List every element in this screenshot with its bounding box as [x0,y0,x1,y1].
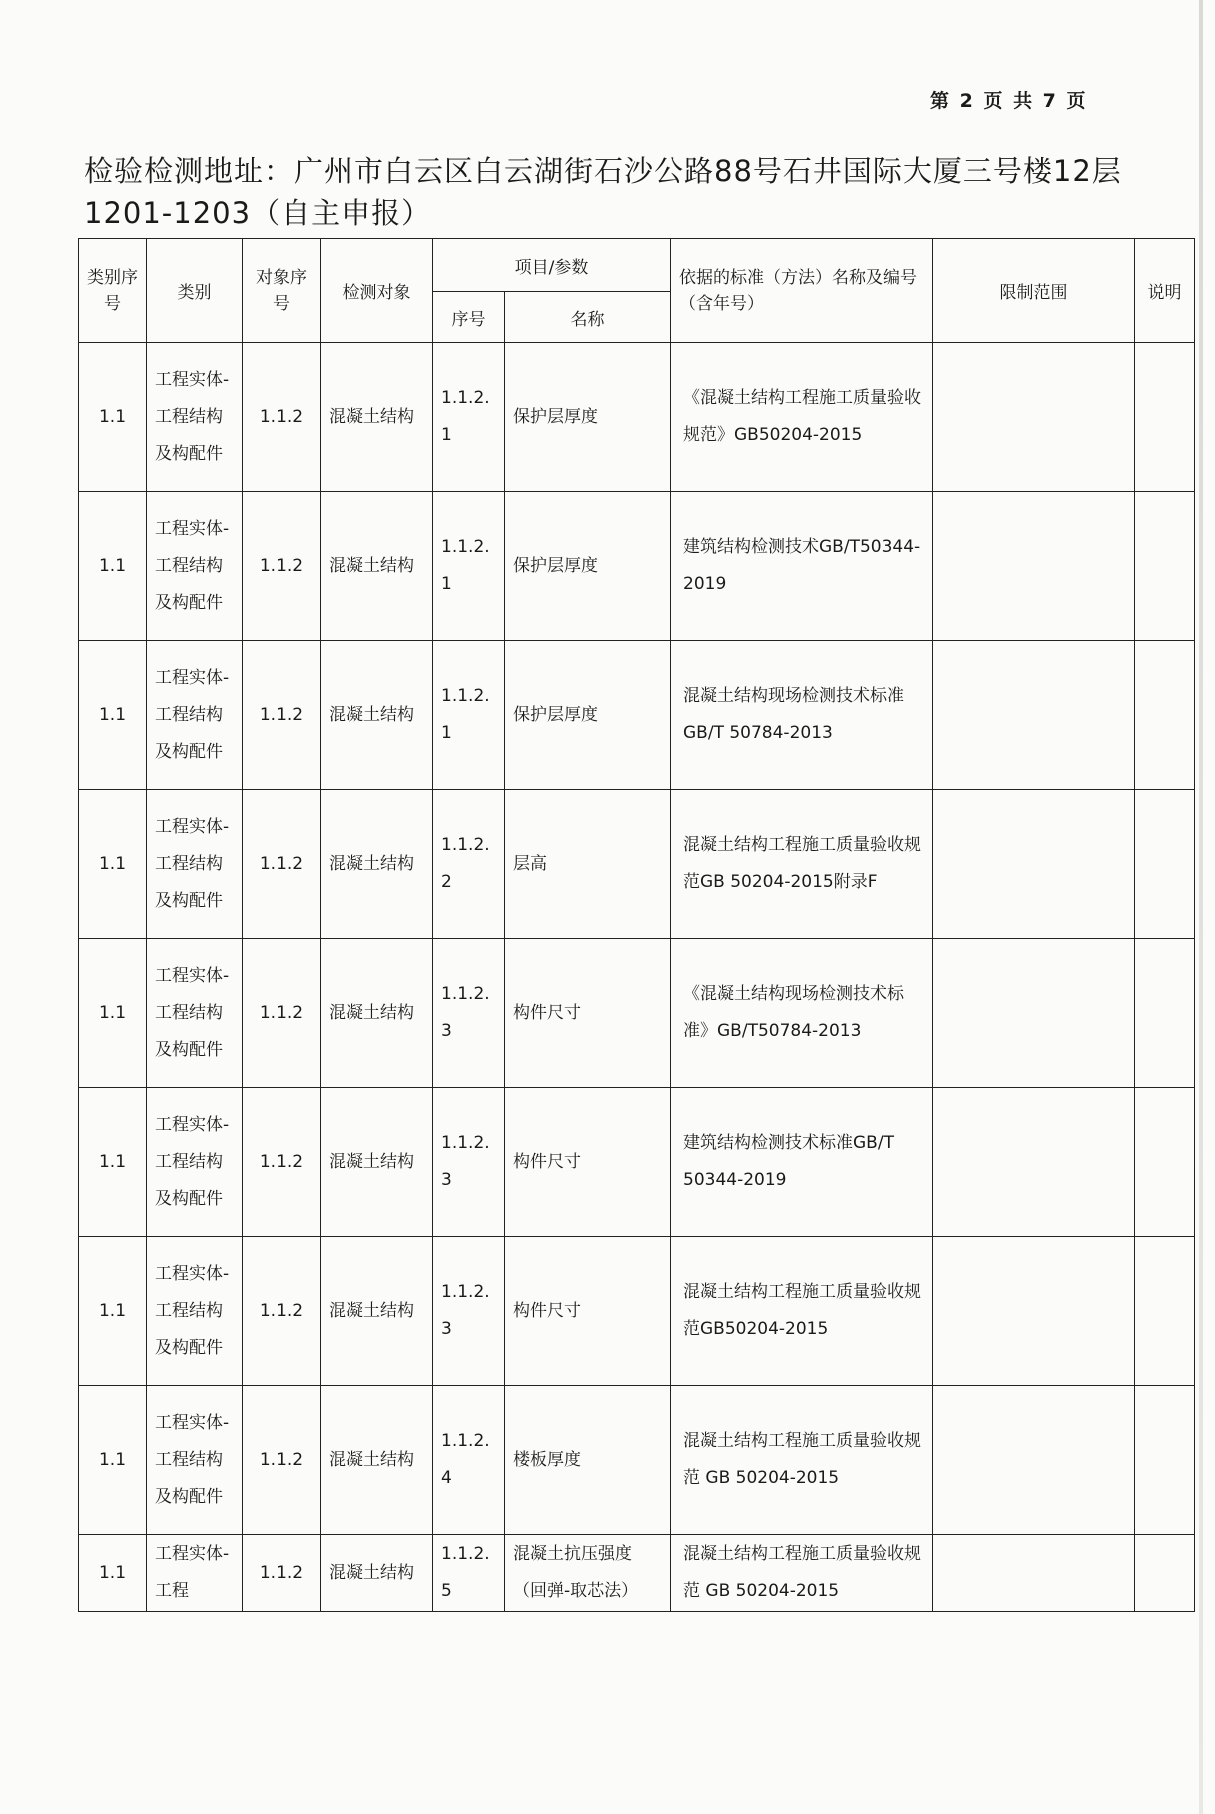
cell-object: 混凝土结构 [321,1535,433,1612]
cell-item-no: 1.1.2.5 [433,1535,505,1612]
cell-object: 混凝土结构 [321,641,433,790]
cell-category: 工程实体-工程结构及构配件 [147,641,243,790]
cell-standard: 混凝土结构现场检测技术标准GB/T 50784-2013 [671,641,933,790]
header-category-no: 类别序号 [79,239,147,343]
cell-item-no: 1.1.2.3 [433,939,505,1088]
cell-item-name: 保护层厚度 [505,641,671,790]
cell-limit [933,1088,1135,1237]
cell-category-no: 1.1 [79,1237,147,1386]
cell-category: 工程实体-工程结构及构配件 [147,1386,243,1535]
table-header-row [79,239,1195,292]
cell-limit [933,1237,1135,1386]
table-row [79,939,1195,1088]
cell-item-no: 1.1.2.3 [433,1237,505,1386]
cell-object: 混凝土结构 [321,790,433,939]
cell-note [1135,1237,1195,1386]
cell-limit [933,343,1135,492]
cell-object-no: 1.1.2 [243,939,321,1088]
cell-note [1135,1535,1195,1612]
inspection-address: 检验检测地址：广州市白云区白云湖街石沙公路88号石井国际大厦三号楼12层1201-1203（自主申报） [84,154,1122,230]
cell-object-no: 1.1.2 [243,1386,321,1535]
cell-limit [933,1386,1135,1535]
cell-category-no: 1.1 [79,790,147,939]
cell-standard: 混凝土结构工程施工质量验收规范 GB 50204-2015 [671,1535,933,1612]
table-row [79,790,1195,939]
cell-note [1135,790,1195,939]
cell-standard: 《混凝土结构现场检测技术标准》GB/T50784-2013 [671,939,933,1088]
cell-limit [933,641,1135,790]
cell-category-no: 1.1 [79,641,147,790]
header-object: 检测对象 [321,239,433,343]
cell-note [1135,492,1195,641]
cell-category-no: 1.1 [79,1088,147,1237]
cell-object-no: 1.1.2 [243,790,321,939]
cell-object-no: 1.1.2 [243,1535,321,1612]
cell-item-name: 保护层厚度 [505,492,671,641]
table-row [79,343,1195,492]
cell-category: 工程实体-工程结构及构配件 [147,492,243,641]
cell-item-name: 构件尺寸 [505,939,671,1088]
cell-limit [933,1535,1135,1612]
cell-item-name: 混凝土抗压强度（回弹-取芯法） [505,1535,671,1612]
cell-object-no: 1.1.2 [243,1088,321,1237]
cell-note [1135,641,1195,790]
cell-item-no: 1.1.2.1 [433,641,505,790]
cell-category: 工程实体-工程结构及构配件 [147,1088,243,1237]
cell-standard: 《混凝土结构工程施工质量验收规范》GB50204-2015 [671,343,933,492]
header-item-param: 项目/参数 [433,239,671,292]
cell-object-no: 1.1.2 [243,641,321,790]
cell-category: 工程实体-工程 [147,1535,243,1612]
cell-item-no: 1.1.2.3 [433,1088,505,1237]
table-row [79,1088,1195,1237]
cell-item-name: 构件尺寸 [505,1088,671,1237]
header-category: 类别 [147,239,243,343]
header-object-no: 对象序号 [243,239,321,343]
cell-note [1135,1386,1195,1535]
cell-item-no: 1.1.2.4 [433,1386,505,1535]
cell-category: 工程实体-工程结构及构配件 [147,343,243,492]
header-item-name: 名称 [505,292,671,343]
cell-item-no: 1.1.2.1 [433,492,505,641]
cell-category: 工程实体-工程结构及构配件 [147,790,243,939]
cell-object: 混凝土结构 [321,492,433,641]
cell-item-no: 1.1.2.1 [433,343,505,492]
header-limit: 限制范围 [933,239,1135,343]
cell-object-no: 1.1.2 [243,1237,321,1386]
cell-category: 工程实体-工程结构及构配件 [147,939,243,1088]
cell-item-no: 1.1.2.2 [433,790,505,939]
cell-object: 混凝土结构 [321,343,433,492]
table-row [79,1386,1195,1535]
cell-category-no: 1.1 [79,939,147,1088]
cell-category-no: 1.1 [79,343,147,492]
cell-standard: 混凝土结构工程施工质量验收规范 GB 50204-2015 [671,1386,933,1535]
cell-category-no: 1.1 [79,492,147,641]
cell-standard: 建筑结构检测技术GB/T50344-2019 [671,492,933,641]
cell-object-no: 1.1.2 [243,343,321,492]
cell-object: 混凝土结构 [321,1237,433,1386]
cell-note [1135,1088,1195,1237]
table-row [79,1237,1195,1386]
cell-object: 混凝土结构 [321,939,433,1088]
cell-category: 工程实体-工程结构及构配件 [147,1237,243,1386]
table-row [79,492,1195,641]
cell-standard: 混凝土结构工程施工质量验收规范GB 50204-2015附录F [671,790,933,939]
cell-limit [933,790,1135,939]
header-item-no: 序号 [433,292,505,343]
cell-item-name: 构件尺寸 [505,1237,671,1386]
cell-item-name: 楼板厚度 [505,1386,671,1535]
cell-limit [933,939,1135,1088]
cell-category-no: 1.1 [79,1386,147,1535]
header-note: 说明 [1135,239,1195,343]
cell-category-no: 1.1 [79,1535,147,1612]
cell-item-name: 层高 [505,790,671,939]
cell-limit [933,492,1135,641]
cell-note [1135,343,1195,492]
table-row [79,1535,1195,1612]
page-number: 第 2 页 共 7 页 [930,90,1088,112]
cell-standard: 混凝土结构工程施工质量验收规范GB50204-2015 [671,1237,933,1386]
cell-object-no: 1.1.2 [243,492,321,641]
page-edge-shadow [1199,0,1203,1814]
inspection-scope-table [78,238,1195,1612]
cell-standard: 建筑结构检测技术标准GB/T 50344-2019 [671,1088,933,1237]
header-standard: 依据的标准（方法）名称及编号（含年号） [671,239,933,343]
cell-item-name: 保护层厚度 [505,343,671,492]
cell-object: 混凝土结构 [321,1386,433,1535]
cell-object: 混凝土结构 [321,1088,433,1237]
table-row [79,641,1195,790]
cell-note [1135,939,1195,1088]
